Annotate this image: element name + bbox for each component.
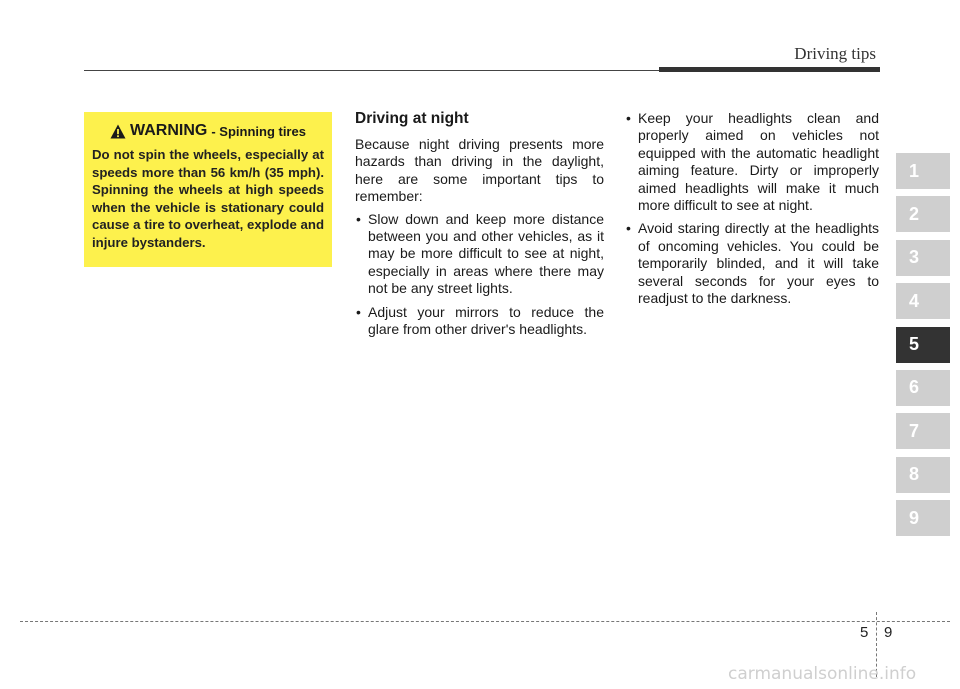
chapter-tab-3[interactable]: 3: [896, 240, 950, 276]
warning-box: [84, 112, 332, 267]
chapter-tab-5[interactable]: 5: [896, 327, 950, 363]
list-item: [355, 304, 604, 339]
chapter-tabs: [896, 153, 950, 544]
chapter-tab-2[interactable]: 2: [896, 196, 950, 232]
chapter-tab-6[interactable]: 6: [896, 370, 950, 406]
chapter-tab-8[interactable]: 8: [896, 457, 950, 493]
bullet-glyph: •: [356, 210, 361, 227]
header-title: Driving tips: [794, 44, 876, 63]
list-item: [355, 211, 604, 298]
bullet-glyph: •: [626, 110, 631, 126]
text-column-right: [625, 110, 879, 313]
chapter-tab-1[interactable]: 1: [896, 153, 950, 189]
bullet-glyph: •: [626, 220, 631, 237]
page-number: 9: [884, 624, 893, 641]
list-item-text: Keep your headlights clean and properly aimed on vehicles not equipped with the automatic headlight aiming feature. Dirty or improperly aimed headlights will make it much more difficult to see at night.: [638, 110, 879, 214]
chapter-tab-4[interactable]: 4: [896, 283, 950, 319]
watermark: carmanualsonline.info: [728, 664, 917, 684]
warning-subtitle: - Spinning tires: [211, 123, 306, 139]
text-column-left: [355, 110, 604, 344]
tips-list-left: [355, 211, 604, 339]
section-title: Driving at night: [355, 110, 469, 127]
warning-text: Do not spin the wheels, especially at speeds more than 56 km/h (35 mph). Spinning the wheels at high speeds when the vehicle is stationary could cause a tire to overheat, explode and injure bystanders.: [92, 147, 324, 250]
header-rule-accent: [659, 67, 880, 72]
warning-triangle-icon: [110, 124, 126, 139]
list-item: [625, 110, 879, 214]
chapter-tab-9[interactable]: 9: [896, 500, 950, 536]
list-item-text: Adjust your mirrors to reduce the glare from other driver's headlights.: [368, 303, 604, 338]
chapter-tab-7[interactable]: 7: [896, 413, 950, 449]
warning-heading: [92, 122, 324, 140]
section-intro: Because night driving presents more hazards than driving in the daylight, here are some important tips to remember:: [355, 136, 604, 205]
footer-rule: [20, 621, 950, 622]
list-item-text: Slow down and keep more distance between you and other vehicles, as it may be more difficult to see at night, especially in areas where there may not be any street lights.: [368, 210, 604, 297]
page-chapter-number: 5: [860, 624, 869, 641]
list-item: [625, 220, 879, 307]
tips-list-right: [625, 110, 879, 307]
warning-label: WARNING: [130, 122, 208, 139]
list-item-text: Avoid staring directly at the headlights of oncoming vehicles. You could be temporarily blinded, and it will take several seconds for your eyes to readjust to the darkness.: [638, 220, 879, 307]
bullet-glyph: •: [356, 303, 361, 320]
